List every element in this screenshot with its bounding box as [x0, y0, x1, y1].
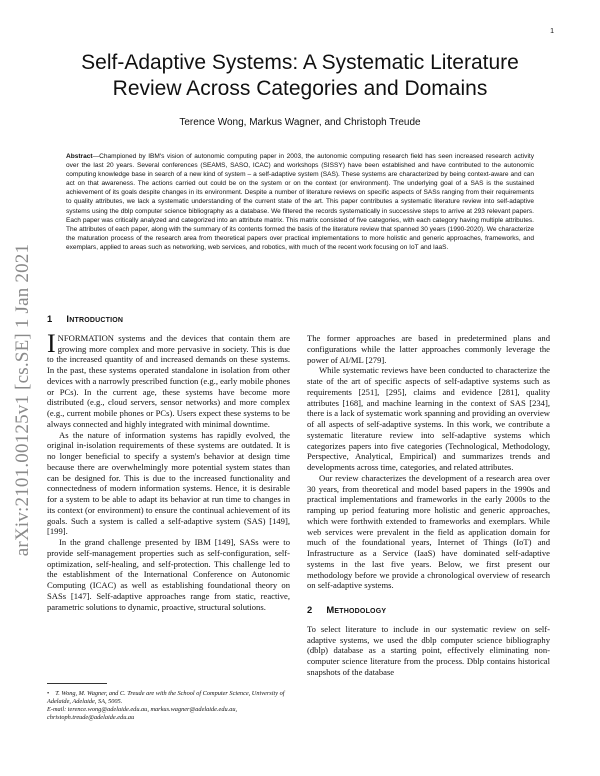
footnote-rule — [47, 683, 107, 684]
intro-paragraph-5: While systematic reviews have been conducted to characterize the state of the art of specific aspects of self-adaptive systems such as requirements [251], [295], claims and evidence [281], quality attributes [168], and machine learning in the context of SAS [234], there is a lack of systematic work spanning and providing an overview of all aspects of self-adaptive systems. In this work, we contribute a systematic literature review into self-adaptive systems which categorizes papers into five categories (Technological, Methodology, Perspective, Analytical, Empirical) and summarizes trends and developments across time, categories, and related attributes. — [307, 365, 550, 472]
section-heading-methodology — [307, 605, 550, 616]
section-number: 2 — [307, 604, 313, 615]
footnote-emails: E-mail: terence.wong@adelaide.edu.au, markus.wagner@adelaide.edu.au, christoph.treude@adelaide.edu.au — [47, 706, 238, 721]
intro-paragraph-3: In the grand challenge presented by IBM [149], SASs were to provide self-management properties such as self-configuration, self-optimization, self-healing, and self-protection. This challenge led to the establishment of the International Conference on Autonomic Computing (ICAC) as well as establishing foundational theory on SASs [147]. Self-adaptive approaches range from static, reactive, parametric solutions to dynamic, proactive, structural solutions. — [47, 537, 290, 612]
intro-paragraph-6: Our review characterizes the development of a research area over 30 years, from theoretical and model based papers in the 1990s and practical implementations and frameworks in the early 2000s to the ramping up period featuring more holistic and generic approaches, which were forthwith extended to frameworks and exemplars. While web services were prevalent in the field as application domain for much of the foundational years, Internet of Things (IoT) and Infrastructure as a Service (IaaS) have dominated self-adaptive systems in the last five years. Below, we first present our methodology before we provide a chronological overview of research on self-adaptive systems. — [307, 472, 550, 591]
intro-paragraph-2: As the nature of information systems has rapidly evolved, the original in-isolation requirements of these systems are outdated. It is no longer beneficial to specify a system's behavior at design time because there are overwhelmingly more potential system states than can be designed for. This is due to the increased functionality and connectedness of modern information systems. Hence, it is desirable for a system to be able to adapt its behavior at run time to changes in its context (or environment) to ensure the continual achievement of its goals. Such a system is called a self-adaptive system (SAS) [149], [199]. — [47, 429, 290, 537]
arxiv-identifier — [6, 150, 40, 650]
footnote-affiliation: T. Wong, M. Wagner, and C. Treude are with the School of Computer Science, University of Adelaide, Adelaide, SA, 5005. — [47, 690, 285, 705]
section-heading-introduction — [47, 314, 290, 325]
methodology-paragraph-1: To select literature to include in our systematic review on self-adaptive systems, we used the dblp computer science bibliography (dblp) database as a starting point, effectively eliminating non-computer science literature from the process. Dblp contains historical snapshots of the database — [307, 623, 550, 677]
right-column — [307, 333, 550, 678]
paper-title: Self-Adaptive Systems: A Systematic Literature Review Across Categories and Domains — [81, 51, 519, 100]
arxiv-identifier-text: arXiv:2101.00125v1 [cs.SE] 1 Jan 2021 — [12, 243, 33, 557]
abstract — [66, 152, 534, 252]
section-title: Methodology — [326, 604, 387, 615]
section-number: 1 — [47, 313, 53, 324]
abstract-label: Abstract — [66, 153, 93, 160]
abstract-text: —Championed by IBM's vision of autonomic computing paper in 2003, the autonomic computing research field has seen increased research activity over the last 20 years. Several conferences (SEAMS, SASO, ICAC) and workshops (SISSY) have been established and have contributed to the autonomic computing knowledge base in search of a new kind of system – a self-adaptive system (SAS). These systems are characterized by being context-aware and can act on that awareness. The actions carried out could be on the system or on the context (or environment). The underlying goal of a SAS is the sustained achievement of its goals despite changes in its environment. Despite a number of literature reviews on specific aspects of SASs ranging from their requirements to quality attributes, we lack a systematic understanding of the current state of the art. This paper contributes a systematic literature review into self-adaptive systems using the dblp computer science bibliography as a database. We filtered the records systematically in successive steps to arrive at 293 relevant papers. Each paper was critically analyzed and categorized into an attribute matrix. This matrix consisted of five categories, with each category having multiple attributes. The attributes of each paper, along with the summary of its contents formed the basis of the literature review that spanned 30 years (1990-2020). We characterize the maturation process of the research area from theoretical papers over practical implementations to more holistic and generic approaches, frameworks, and exemplars, applied to areas such as networking, web services, and robotics, with much of the recent work focusing on IoT and IaaS. — [66, 153, 534, 251]
paper-authors: Terence Wong, Markus Wagner, and Christoph Treude — [179, 117, 421, 128]
author-footnote — [47, 690, 290, 722]
intro-paragraph-4: The former approaches are based in predetermined plans and configurations while the latter approaches commonly leverage the power of AI/ML [279]. — [307, 333, 550, 365]
intro-paragraph-1-text: NFORMATION systems and the devices that contain them are growing more complex and more pervasive in society. This is due to the increased quantity of and increased demands on these systems. In the past, these systems operated standalone in isolation from other devices with a narrowly prescribed function (e.g., early mobile phones or PCs). In the current age, these systems have become more distributed (e.g., cloud servers, sensor networks) and more complex (e.g., current mobile phones or PCs). Users expect these systems to be always connected and highly integrated with minimal downtime. — [47, 332, 290, 429]
section-title: Introduction — [66, 313, 124, 324]
left-column — [47, 314, 290, 612]
intro-paragraph-1 — [47, 328, 290, 430]
footnote-bullet: • — [47, 690, 50, 697]
page-number: 1 — [550, 28, 554, 35]
drop-cap: I — [47, 328, 56, 358]
